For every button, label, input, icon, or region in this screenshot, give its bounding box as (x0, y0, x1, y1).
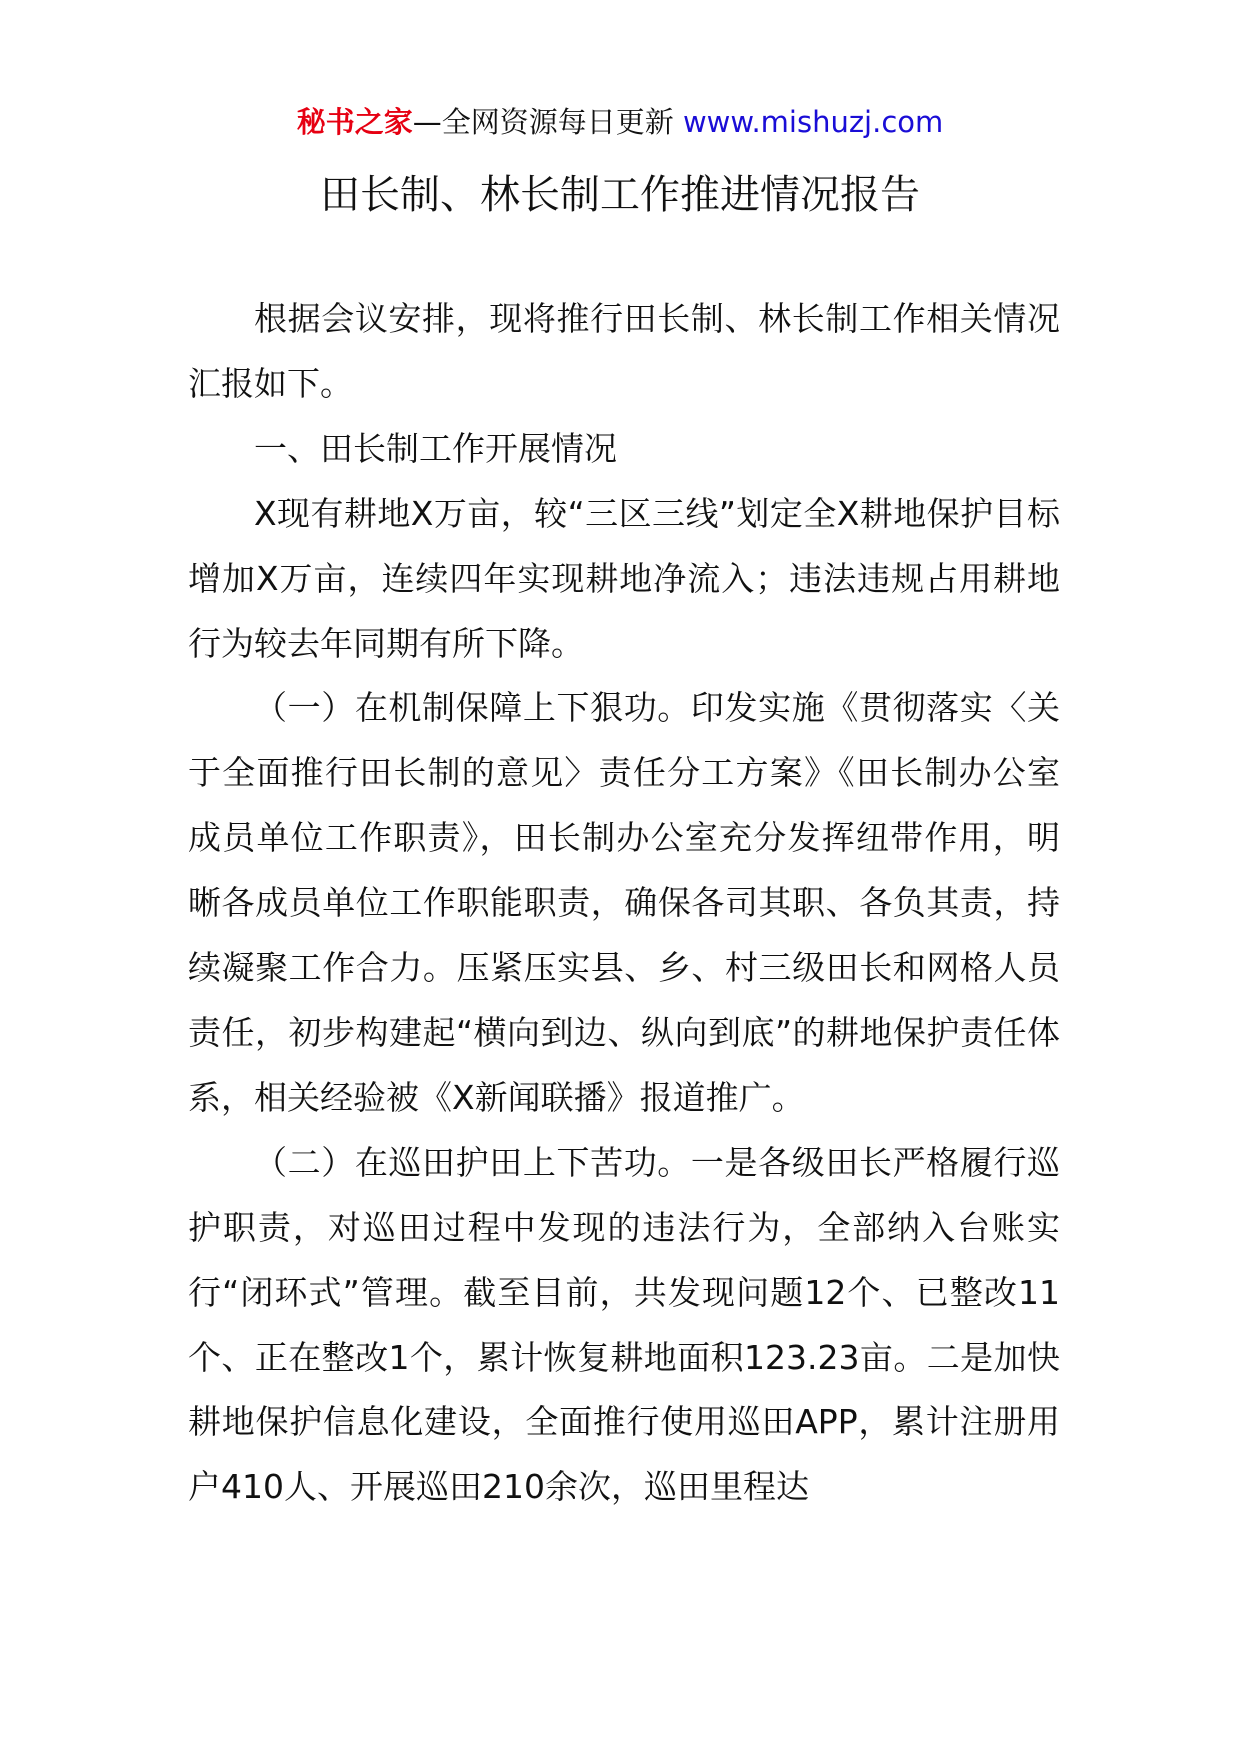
paragraph-patrol: （二）在巡田护田上下苦功。一是各级田长严格履行巡护职责，对巡田过程中发现的违法行为，全部纳入台账实行“闭环式”管理。截至目前，共发现问题12个、已整改11个、正在整改1个，累计恢复耕地面积123.23亩。二是加快耕地保护信息化建设，全面推行使用巡田APP，累计注册用户410人、开展巡田210余次，巡田里程达 (188, 1142, 1060, 1507)
document-body (188, 287, 1060, 1520)
section-heading: 一、田长制工作开展情况 (254, 428, 617, 468)
document-title: 田长制、林长制工作推进情况报告 (320, 172, 920, 218)
site-url-link[interactable]: www.mishuzj.com (682, 105, 944, 139)
brand-name: 秘书之家 (296, 105, 413, 139)
site-header (0, 100, 1240, 144)
site-tagline: —全网资源每日更新 (412, 105, 683, 139)
paragraph-overview: X现有耕地X万亩，较“三区三线”划定全X耕地保护目标增加X万亩，连续四年实现耕地净流入；违法违规占用耕地行为较去年同期有所下降。 (188, 493, 1060, 663)
paragraph-intro: 根据会议安排，现将推行田长制、林长制工作相关情况汇报如下。 (188, 299, 1060, 403)
paragraph-mechanism: （一）在机制保障上下狠功。印发实施《贯彻落实〈关于全面推行田长制的意见〉责任分工方案》《田长制办公室成员单位工作职责》，田长制办公室充分发挥纽带作用，明晰各成员单位工作职能职责，确保各司其职、各负其责，持续凝聚工作合力。压紧压实县、乡、村三级田长和网格人员责任，初步构建起“横向到边、纵向到底”的耕地保护责任体系，相关经验被《X新闻联播》报道推广。 (188, 688, 1060, 1117)
